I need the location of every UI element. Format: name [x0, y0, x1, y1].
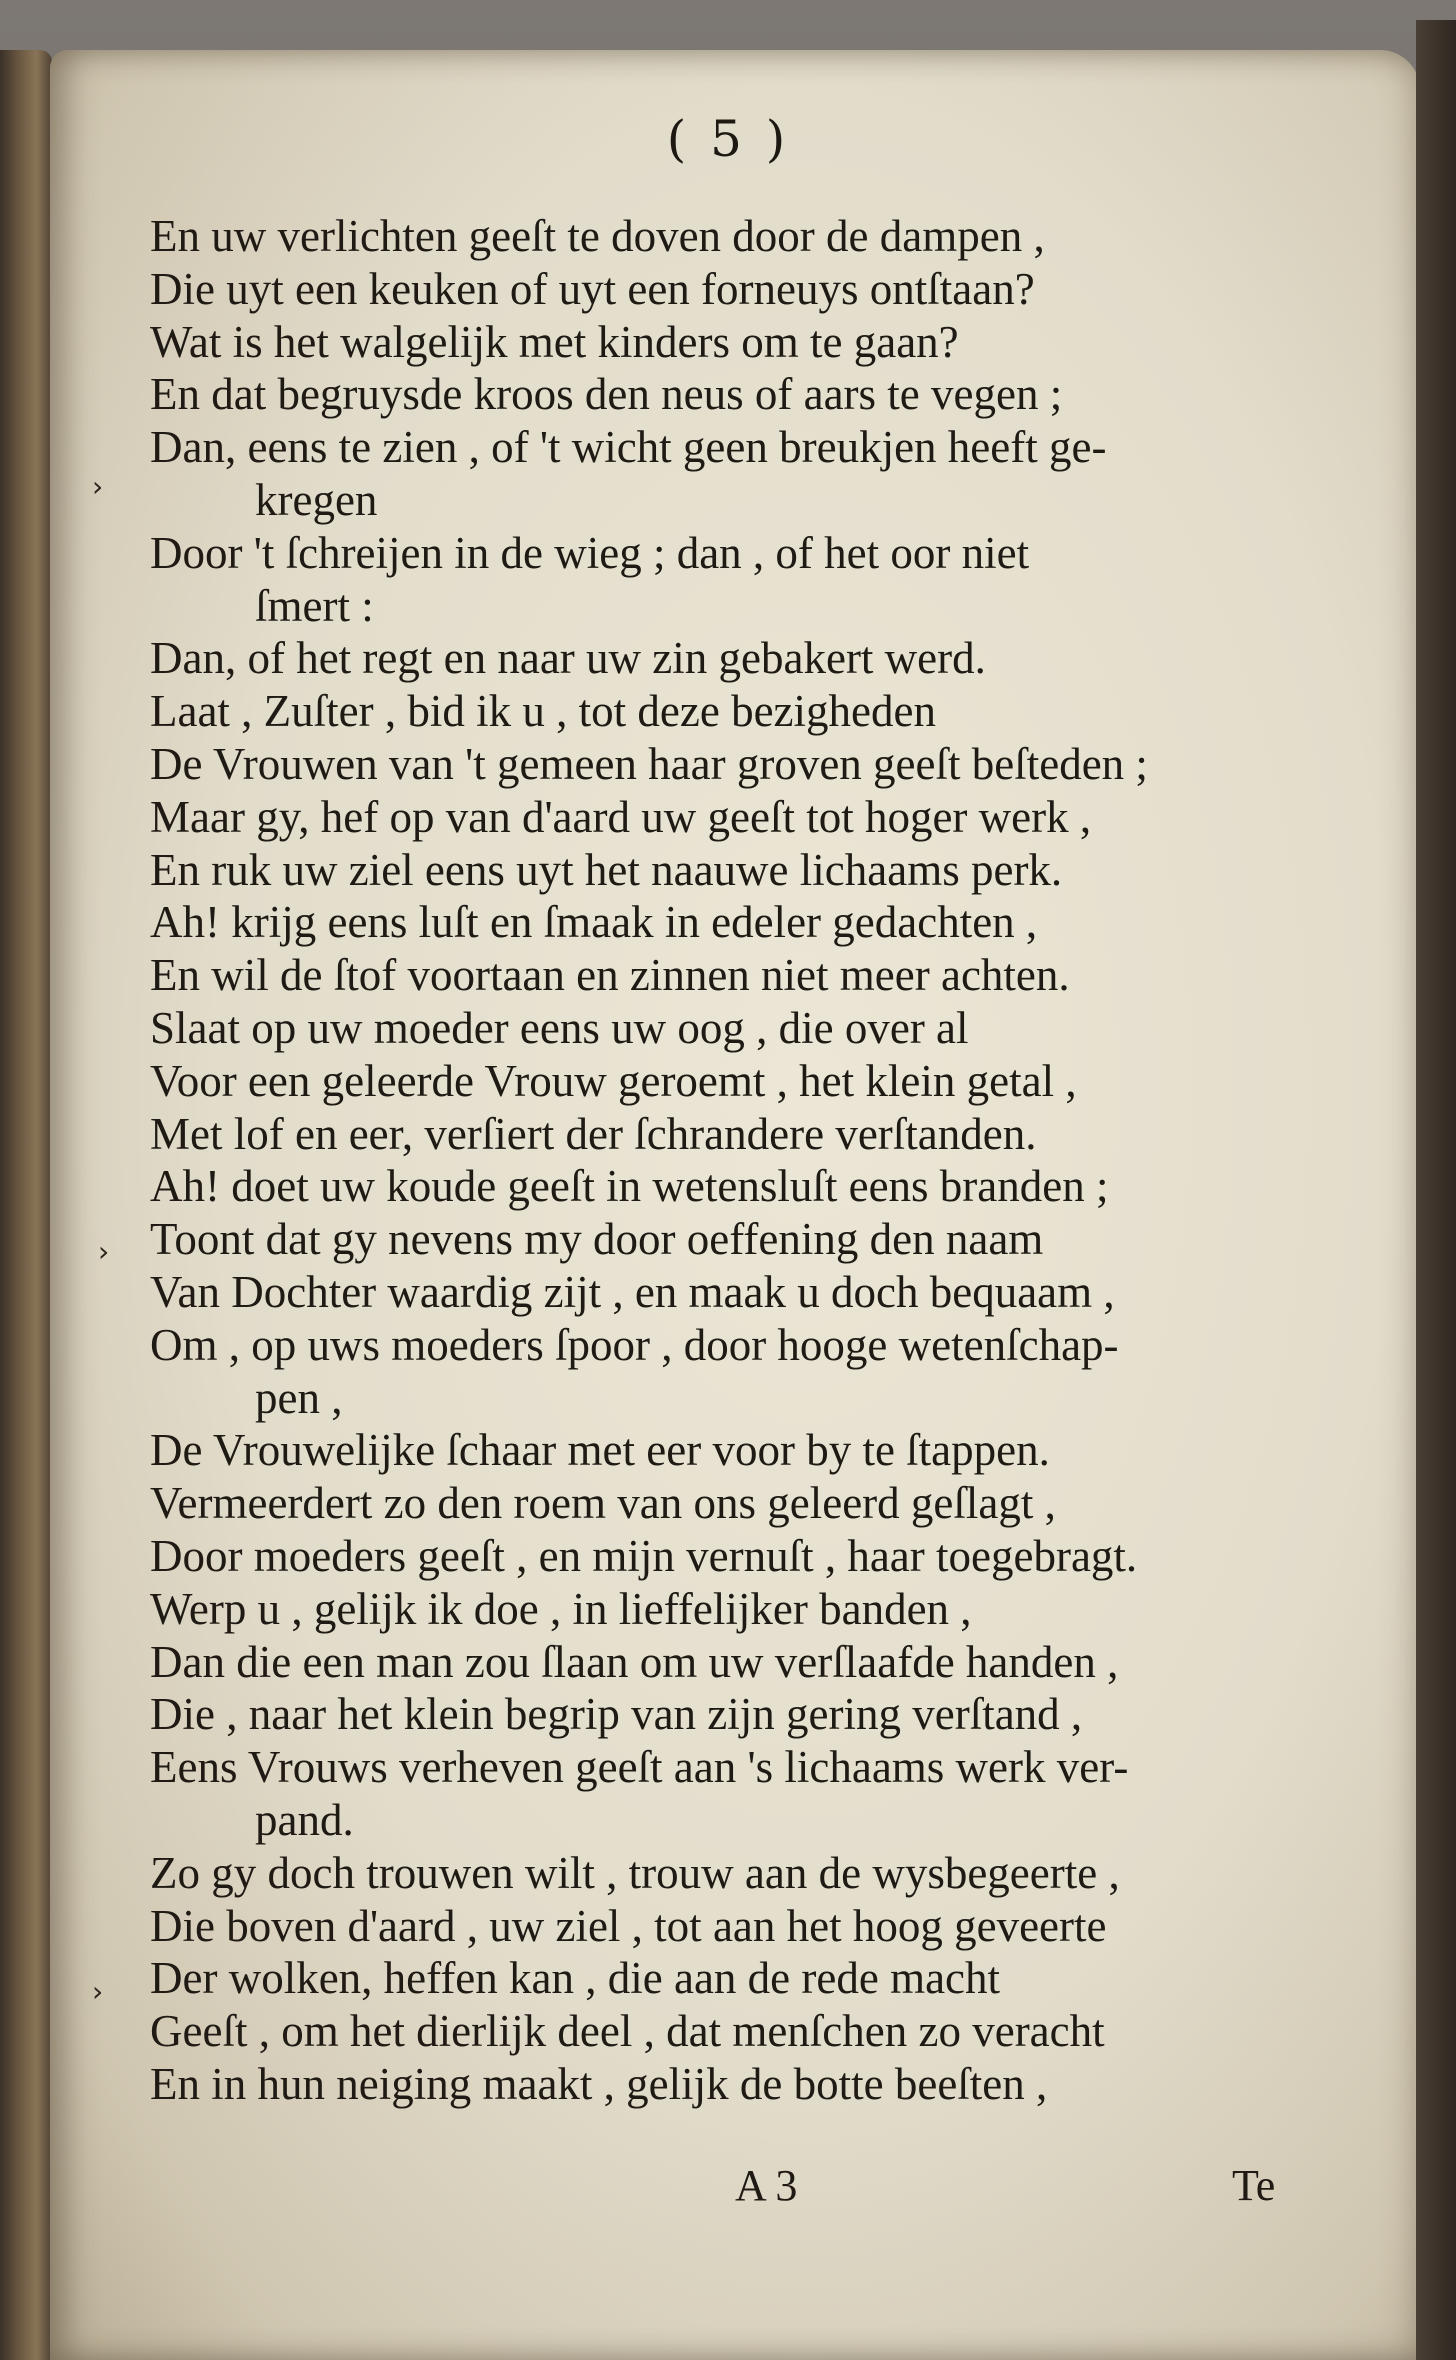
poem-line: Dan, of het regt en naar uw zin gebakert werd. — [150, 633, 986, 684]
poem-line-continuation: kregen — [255, 474, 378, 525]
poem-line: Maar gy, hef op van d'aard uw geeſt tot hoger werk , — [150, 791, 1092, 842]
poem-line: Eens Vrouws verheven geeſt aan 's lichaams werk ver- — [150, 1742, 1129, 1793]
poem-line: Laat , Zuſter , bid ik u , tot deze bezigheden — [150, 686, 936, 737]
margin-mark-icon: › — [92, 470, 104, 503]
poem-line: Door moeders geeſt , en mijn vernuſt , haar toegebragt. — [150, 1530, 1138, 1581]
poem-line: Dan, eens te zien , of 't wicht geen breukjen heeft ge- — [150, 422, 1107, 473]
poem-line: Ah! krijg eens luſt en ſmaak in edeler gedachten , — [150, 897, 1038, 948]
poem-line: Die uyt een keuken of uyt een forneuys ontſtaan? — [150, 263, 1035, 314]
book-cover-edge — [1416, 20, 1456, 2360]
signature-mark: A 3 — [735, 2161, 798, 2210]
poem-line: En uw verlichten geeſt te doven door de dampen , — [150, 211, 1045, 261]
poem-line: Om , op uws moeders ſpoor , door hooge wetenſchap- — [150, 1319, 1119, 1370]
poem-line: Voor een geleerde Vrouw geroemt , het klein getal , — [150, 1055, 1077, 1106]
poem-line: Slaat op uw moeder eens uw oog , die over al — [150, 1002, 969, 1053]
poem-line: De Vrouwen van 't gemeen haar groven geeſt beſteden ; — [150, 738, 1148, 789]
poem-line: Die , naar het klein begrip van zijn gering verſtand , — [150, 1689, 1083, 1740]
poem-line: Met lof en eer, verſiert der ſchrandere verſtanden. — [150, 1108, 1037, 1159]
poem-line-continuation: pand. — [255, 1794, 354, 1845]
poem-line: Vermeerdert zo den roem van ons geleerd geſlagt , — [150, 1478, 1056, 1529]
poem-line: En in hun neiging maakt , gelijk de botte beeſten , — [150, 2058, 1048, 2109]
poem-line: De Vrouwelijke ſchaar met eer voor by te ſtappen. — [150, 1425, 1050, 1476]
poem-line: Dan die een man zou ſlaan om uw verſlaafde handen , — [150, 1636, 1119, 1687]
poem-line: En ruk uw ziel eens uyt het naauwe lichaams perk. — [150, 844, 1063, 895]
catchword: Te — [1232, 2161, 1276, 2210]
margin-mark-icon: › — [92, 1975, 104, 2008]
poem-line: Ah! doet uw koude geeſt in wetensluſt eens branden ; — [150, 1161, 1109, 1212]
poem-line: Door 't ſchreijen in de wieg ; dan , of het oor niet — [150, 527, 1030, 578]
poem-line: Die boven d'aard , uw ziel , tot aan het hoog geveerte — [150, 1900, 1107, 1951]
margin-mark-icon: › — [98, 1235, 110, 1268]
poem-line: Geeſt , om het dierlijk deel , dat menſchen zo veracht — [150, 2006, 1105, 2057]
poem-line: En wil de ſtof voortaan en zinnen niet meer achten. — [150, 950, 1070, 1001]
poem-line: Wat is het walgelijk met kinders om te gaan? — [150, 316, 959, 367]
page-footer — [0, 2160, 1456, 2230]
poem-line: Zo gy doch trouwen wilt , trouw aan de wysbegeerte , — [150, 1847, 1120, 1898]
poem-line: Werp u , gelijk ik doe , in lieffelijker banden , — [150, 1583, 972, 1634]
poem-line-continuation: pen , — [255, 1372, 343, 1423]
poem-line: En dat begruysde kroos den neus of aars te vegen ; — [150, 369, 1063, 420]
left-page-edge — [0, 50, 52, 2360]
poem-text — [150, 210, 1330, 2111]
poem-line-continuation: ſmert : — [255, 580, 374, 631]
page-number: ( 5 ) — [666, 110, 790, 168]
poem-line: Der wolken, heffen kan , die aan de rede macht — [150, 1953, 1001, 2004]
poem-line: Toont dat gy nevens my door oeffening den naam — [150, 1214, 1044, 1265]
poem-line: Van Dochter waardig zijt , en maak u doch bequaam , — [150, 1266, 1115, 1317]
